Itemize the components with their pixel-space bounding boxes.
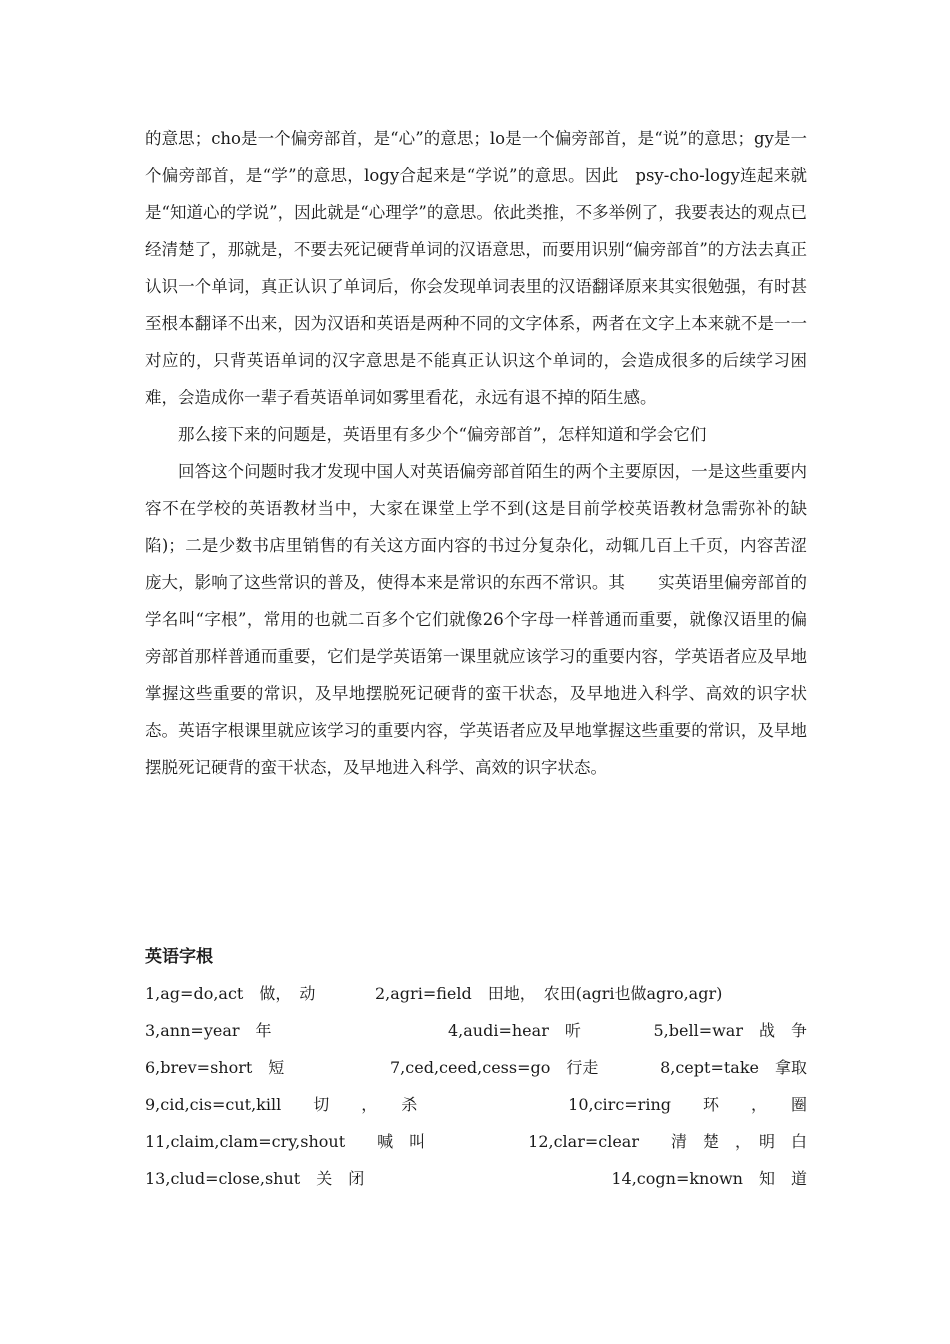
root-row-6 bbox=[145, 1160, 807, 1197]
root-row-5 bbox=[145, 1123, 807, 1160]
root-row-2 bbox=[145, 1012, 807, 1049]
root-entry: 5,bell=war 战 争 bbox=[653, 1021, 807, 1040]
root-entry: 12,clar=clear 清 楚 ， 明 白 bbox=[528, 1132, 807, 1151]
root-row-3 bbox=[145, 1049, 807, 1086]
root-entry: 10,circ=ring 环 ， 圈 bbox=[568, 1095, 807, 1114]
root-entry: 3,ann=year 年 bbox=[145, 1021, 272, 1040]
paragraph-2: 那么接下来的问题是，英语里有多少个“偏旁部首”，怎样知道和学会它们 bbox=[178, 425, 707, 444]
root-entry: 9,cid,cis=cut,kill 切 ， 杀 bbox=[145, 1095, 418, 1114]
paragraph-3: 回答这个问题时我才发现中国人对英语偏旁部首陌生的两个主要原因，一是这些重要内容不在学校的英语教材当中，大家在课堂上学不到(这是目前学校英语教材急需弥补的缺陷)；二是少数书店里销售的有关这方面内容的书过分复杂化，动辄几百上千页，内容苦涩庞大，影响了这些常识的普及，使得本来是常识的东西不常识。其 实英语里偏旁部首的学名叫“字根”，常用的也就二百多个它们就像26个字母一样普通而重要，就像汉语里的偏旁部首那样普通而重要，它们是学英语第一课里就应该学习的重要内容，学英语者应及早地掌握这些重要的常识，及早地摆脱死记硬背的蛮干状态，及早地进入科学、高效的识字状态。英语字根课里就应该学习的重要内容，学英语者应及早地掌握这些重要的常识，及早地摆脱死记硬背的蛮干状态，及早地进入科学、高效的识字状态。 bbox=[145, 462, 807, 777]
root-entry: 14,cogn=known 知 道 bbox=[611, 1169, 807, 1188]
word-root-list bbox=[145, 975, 807, 1197]
root-row-1 bbox=[145, 975, 807, 1012]
root-row-4 bbox=[145, 1086, 807, 1123]
root-entry: 13,clud=close,shut 关 闭 bbox=[145, 1169, 365, 1188]
root-entry: 4,audi=hear 听 bbox=[448, 1021, 581, 1040]
root-entry: 1,ag=do,act 做， 动 bbox=[145, 984, 316, 1003]
paragraph-1: 的意思；cho是一个偏旁部首，是“心”的意思；lo是一个偏旁部首，是“说”的意思；gy是一个偏旁部首，是“学”的意思，logy合起来是“学说”的意思。因此 psy-cho-logy连起来就是“知道心的学说”，因此就是“心理学”的意思。依此类推，不多举例了，我要表达的观点已经清楚了，那就是，不要去死记硬背单词的汉语意思，而要用识别“偏旁部首”的方法去真正认识一个单词，真正认识了单词后，你会发现单词表里的汉语翻译原来其实很勉强，有时甚至根本翻译不出来，因为汉语和英语是两种不同的文字体系，两者在文字上本来就不是一一对应的，只背英语单词的汉字意思是不能真正认识这个单词的，会造成很多的后续学习困难，会造成你一辈子看英语单词如雾里看花，永远有退不掉的陌生感。 bbox=[145, 129, 807, 407]
root-entry: 8,cept=take 拿取 bbox=[660, 1058, 807, 1077]
root-entry: 6,brev=short 短 bbox=[145, 1058, 285, 1077]
root-entry: 7,ced,ceed,cess=go 行走 bbox=[390, 1058, 599, 1077]
body-text bbox=[145, 120, 807, 786]
root-entry: 2,agri=field 田地， 农田(agri也做agro,agr) bbox=[375, 984, 723, 1003]
section-heading: 英语字根 bbox=[145, 947, 213, 967]
root-entry: 11,claim,clam=cry,shout 喊 叫 bbox=[145, 1132, 426, 1151]
